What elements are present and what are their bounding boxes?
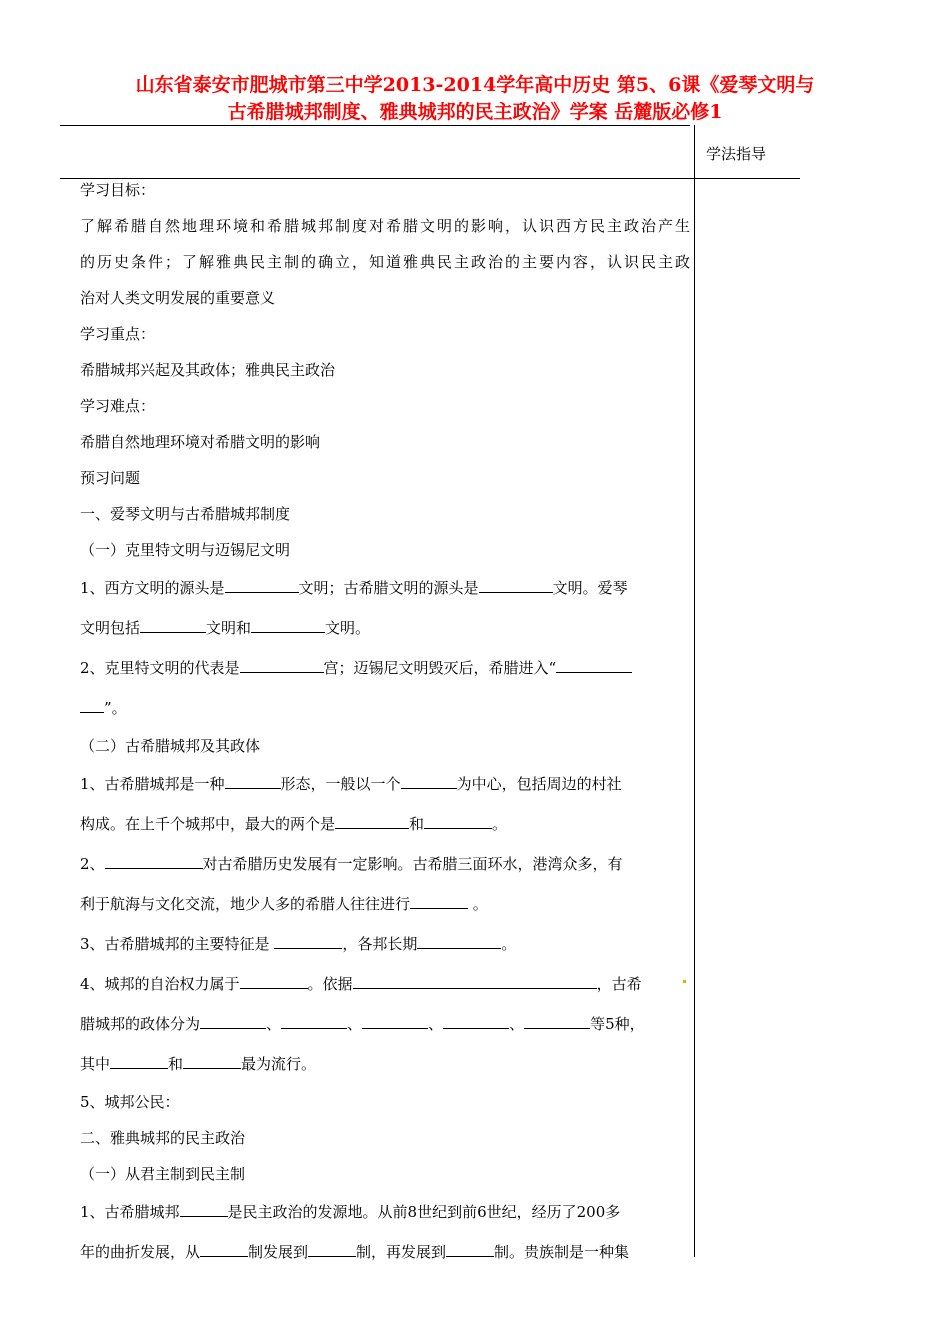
- fill-blank[interactable]: [281, 1011, 347, 1029]
- question-2-2-line-1: 2、 对古希腊历史发展有一定影响。古希腊三面环水，港湾众多，有: [80, 844, 690, 884]
- question-2-2-line-2: 利于航海与文化交流，地少人多的希腊人往往进行 。: [80, 884, 690, 924]
- fill-blank[interactable]: [556, 655, 632, 673]
- section-1-heading: 一、爱琴文明与古希腊城邦制度: [80, 505, 291, 523]
- fill-blank[interactable]: [225, 575, 299, 593]
- subsection-1-2-heading: （二）古希腊城邦及其政体: [80, 737, 261, 755]
- fill-blank[interactable]: [183, 1051, 241, 1069]
- key-points-text: 希腊城邦兴起及其政体；雅典民主政治: [80, 361, 336, 379]
- fill-blank[interactable]: [410, 891, 468, 909]
- fill-blank[interactable]: [225, 771, 281, 789]
- fill-blank[interactable]: [417, 931, 501, 949]
- document-title-line-2: 古希腊城邦制度、雅典城邦的民主政治》学案 岳麓版必修1: [227, 101, 723, 123]
- section-2-heading: 二、雅典城邦的民主政治: [80, 1129, 246, 1147]
- objectives-text-2: 的历史条件；了解雅典民主制的确立，知道雅典民主政治的主要内容，认识民主政: [80, 253, 690, 271]
- question-1-1-line-1: 1、西方文明的源头是 文明；古希腊文明的源头是 文明。爱琴: [80, 568, 690, 608]
- objectives-text-3: 治对人类文明发展的重要意义: [80, 289, 276, 307]
- fill-blank[interactable]: [200, 1239, 248, 1257]
- worksheet-body: [80, 172, 690, 1272]
- fill-blank[interactable]: [335, 811, 409, 829]
- question-2-4-line-1: 4、城邦的自治权力属于 。依据 ，古希: [80, 964, 690, 1004]
- column-divider: [694, 125, 695, 1257]
- fill-blank[interactable]: [140, 615, 206, 633]
- question-2-5: 5、城邦公民：: [80, 1093, 180, 1111]
- question-1-1-line-2: 文明包括 文明和 文明。: [80, 608, 690, 648]
- fill-blank[interactable]: [424, 811, 492, 829]
- fill-blank[interactable]: [353, 971, 597, 989]
- fill-blank[interactable]: [110, 1051, 168, 1069]
- fill-blank[interactable]: [80, 695, 104, 713]
- difficulties-heading: 学习难点：: [80, 397, 156, 415]
- question-2-4-line-2: 腊城邦的政体分为 、 、 、 、 等5种，: [80, 1004, 690, 1044]
- study-guide-header: 学法指导: [706, 145, 767, 163]
- fill-blank[interactable]: [200, 1011, 266, 1029]
- question-2-1-line-1: 1、古希腊城邦是一种 形态，一般以一个 为中心，包括周边的村社: [80, 764, 690, 804]
- preview-heading: 预习问题: [80, 469, 141, 487]
- question-2-4-line-3: 其中 和 最为流行。: [80, 1044, 690, 1084]
- fill-blank[interactable]: [362, 1011, 428, 1029]
- question-2-3: 3、古希腊城邦的主要特征是 ，各邦长期 。: [80, 924, 690, 964]
- subsection-2-1-heading: （一）从君主制到民主制: [80, 1165, 246, 1183]
- question-3-1-line-2: 年的曲折发展，从 制发展到 制，再发展到 制。贵族制是一种集: [80, 1232, 690, 1272]
- fill-blank[interactable]: [308, 1239, 356, 1257]
- fill-blank[interactable]: [240, 655, 324, 673]
- fill-blank[interactable]: [251, 615, 325, 633]
- question-3-1-line-1: 1、古希腊城邦 是民主政治的发源地。从前8世纪到前6世纪，经历了200多: [80, 1192, 690, 1232]
- stray-mark: [683, 980, 686, 983]
- key-points-heading: 学习重点：: [80, 325, 156, 343]
- fill-blank[interactable]: [274, 931, 342, 949]
- fill-blank[interactable]: [105, 851, 203, 869]
- objectives-text-1: 了解希腊自然地理环境和希腊城邦制度对希腊文明的影响，认识西方民主政治产生: [80, 217, 690, 235]
- fill-blank[interactable]: [240, 971, 308, 989]
- question-1-2-line-2: ”。: [80, 688, 690, 728]
- fill-blank[interactable]: [479, 575, 553, 593]
- question-2-1-line-2: 构成。在上千个城邦中，最大的两个是 和 。: [80, 804, 690, 844]
- document-title-line-1: 山东省泰安市肥城市第三中学2013-2014学年高中历史 第5、6课《爱琴文明与: [135, 74, 815, 96]
- fill-blank[interactable]: [401, 771, 457, 789]
- subsection-1-1-heading: （一）克里特文明与迈锡尼文明: [80, 541, 291, 559]
- question-1-2-line-1: 2、克里特文明的代表是 宫；迈锡尼文明毁灭后，希腊进入“: [80, 648, 690, 688]
- fill-blank[interactable]: [524, 1011, 590, 1029]
- table-top-rule: [60, 125, 690, 126]
- fill-blank[interactable]: [446, 1239, 494, 1257]
- fill-blank[interactable]: [443, 1011, 509, 1029]
- objectives-heading: 学习目标：: [80, 181, 156, 199]
- fill-blank[interactable]: [180, 1199, 228, 1217]
- difficulties-text: 希腊自然地理环境对希腊文明的影响: [80, 433, 321, 451]
